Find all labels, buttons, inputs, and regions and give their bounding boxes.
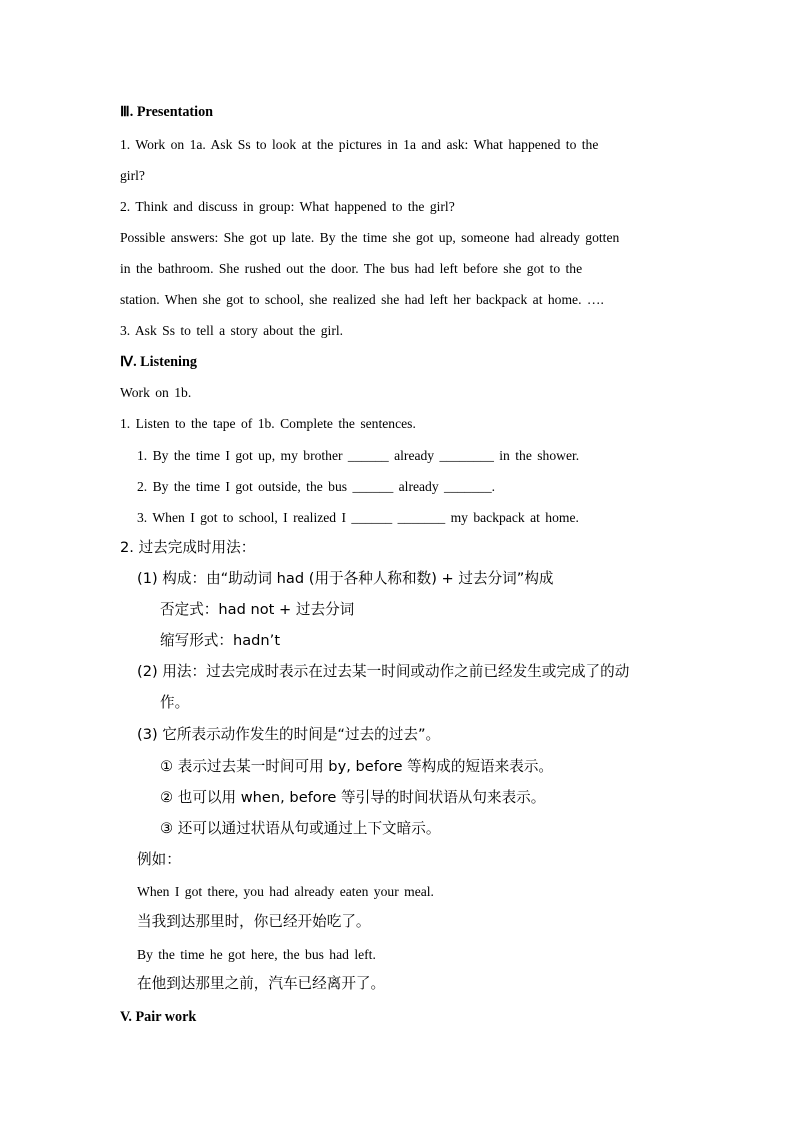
grammar-point-3-a: ① 表示过去某一时间可用 by, before 等构成的短语来表示。	[160, 758, 554, 775]
presentation-item-1-line-1: 1. Work on 1a. Ask Ss to look at the pictures in 1a and ask: What happened to the	[120, 137, 599, 152]
fill-sentence-3: 3. When I got to school, I realized I ______ _______ my backpack at home.	[137, 510, 579, 525]
presentation-item-2: 2. Think and discuss in group: What happened to the girl?	[120, 199, 455, 214]
listen-instruction: 1. Listen to the tape of 1b. Complete the sentences.	[120, 416, 416, 431]
section-heading-pair-work: V. Pair work	[120, 1009, 197, 1025]
section-heading-presentation: Ⅲ. Presentation	[120, 104, 214, 120]
possible-answers-line-2: in the bathroom. She rushed out the door. The bus had left before she got to the	[120, 261, 583, 276]
example-label: 例如：	[137, 851, 181, 868]
example-2-chinese: 在他到达那里之前，汽车已经离开了。	[137, 975, 386, 992]
possible-answers-line-3: station. When she got to school, she realized she had left her backpack at home. ….	[120, 292, 604, 307]
presentation-item-3: 3. Ask Ss to tell a story about the girl.	[120, 323, 344, 338]
example-1-english: When I got there, you had already eaten your meal.	[137, 884, 434, 899]
possible-answers-line-1: Possible answers: She got up late. By the time she got up, someone had already gotten	[120, 230, 620, 245]
example-2-english: By the time he got here, the bus had left.	[137, 947, 376, 962]
grammar-point-3: (3) 它所表示动作发生的时间是“过去的过去”。	[137, 726, 441, 743]
grammar-point-3-b: ② 也可以用 when, before 等引导的时间状语从句来表示。	[160, 789, 546, 806]
grammar-point-1: (1) 构成：由“助动词 had (用于各种人称和数) + 过去分词”构成	[137, 570, 554, 587]
grammar-point-3-c: ③ 还可以通过状语从句或通过上下文暗示。	[160, 820, 441, 837]
grammar-point-2-line-2: 作。	[160, 694, 190, 711]
fill-sentence-2: 2. By the time I got outside, the bus ______ already _______.	[137, 479, 496, 494]
fill-sentence-1: 1. By the time I got up, my brother ______ already ________ in the shower.	[137, 448, 580, 463]
grammar-point-2-line-1: (2) 用法：过去完成时表示在过去某一时间或动作之前已经发生或完成了的动	[137, 663, 630, 680]
presentation-item-1-line-2: girl?	[120, 168, 145, 183]
grammar-point-1-negative: 否定式：had not + 过去分词	[160, 601, 355, 618]
example-1-chinese: 当我到达那里时，你已经开始吃了。	[137, 913, 371, 930]
grammar-point-1-contraction: 缩写形式：hadn’t	[160, 632, 281, 649]
section-heading-listening: Ⅳ. Listening	[120, 354, 197, 370]
grammar-title: 2. 过去完成时用法：	[120, 539, 256, 556]
work-on-1b: Work on 1b.	[120, 385, 192, 400]
